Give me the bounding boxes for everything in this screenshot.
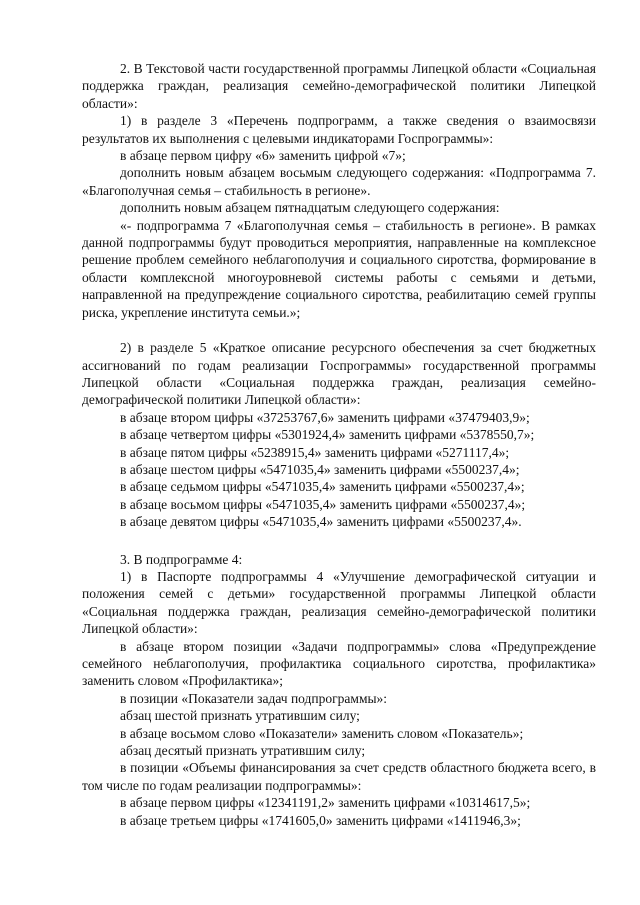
paragraph-amendment: в абзаце пятом цифры «5238915,4» заменить цифрами «5271117,4»;: [120, 444, 510, 460]
paragraph-tasks-position: в абзаце втором позиции «Задачи подпрограммы» слова «Предупреждение семейного неблагополучия, профилактика социального сиротства, профилактика» заменить словом «Профилактика»;: [82, 638, 596, 689]
paragraph-subprogram-7-text: «- подпрограмма 7 «Благополучная семья – стабильность в регионе». В рамках данной подпрограммы будут проводиться мероприятия, направленные на комплексное решение проблем семейного неблагополучия и социального сиротства, формирование в области комплексной многоуровневой системы работы с семьями и детьми, направленной на предупреждение социального сиротства, реабилитацию семей группы риска, укрепление института семьи.»;: [82, 217, 596, 320]
paragraph-section-3-heading: 3. В подпрограмме 4:: [120, 551, 243, 567]
paragraph-amendment: в абзаце восьмом слово «Показатели» заменить словом «Показатель»;: [120, 725, 524, 741]
paragraph-add-eighth: дополнить новым абзацем восьмым следующего содержания: «Подпрограмма 7. «Благополучная семья – стабильность в регионе».: [82, 165, 596, 198]
paragraph-amendment: абзац шестой признать утратившим силу;: [120, 708, 360, 724]
paragraph-amendment: в абзаце втором цифры «37253767,6» заменить цифрами «37479403,9»;: [120, 409, 530, 425]
paragraph-funding-position: в позиции «Объемы финансирования за счет средств областного бюджета всего, в том числе по годам реализации подпрограммы»:: [82, 760, 596, 793]
paragraph-amendment: в абзаце шестом цифры «5471035,4» заменить цифрами «5500237,4»;: [120, 461, 520, 477]
paragraph-replace-digit: в абзаце первом цифру «6» заменить цифрой «7»;: [120, 148, 406, 164]
paragraph-indicators-position: в позиции «Показатели задач подпрограммы»:: [120, 690, 388, 706]
paragraph-passport-intro: 1) в Паспорте подпрограммы 4 «Улучшение демографической ситуации и положения семей с детьми» государственной программы Липецкой области «Социальная поддержка граждан, реализация семейно-демографической политики Липецкой области»:: [82, 568, 596, 637]
paragraph-gap: [82, 531, 596, 551]
paragraph-item-2-section-5: 2) в разделе 5 «Краткое описание ресурсного обеспечения за счет бюджетных ассигнований по годам реализации Госпрограммы» государственной программы Липецкой области «Социальная поддержка граждан, реализация семейно-демографической политики Липецкой области»:: [82, 340, 596, 408]
paragraph-amendment: абзац десятый признать утратившим силу;: [120, 743, 366, 759]
paragraph-amendment: в абзаце первом цифры «12341191,2» заменить цифрами «10314617,5»;: [120, 795, 531, 811]
paragraph-amendment: в абзаце восьмом цифры «5471035,4» заменить цифрами «5500237,4»;: [120, 496, 526, 512]
paragraph-amendment: в абзаце четвертом цифры «5301924,4» заменить цифрами «5378550,7»;: [120, 427, 535, 443]
paragraph-item-1-section-3: 1) в разделе 3 «Перечень подпрограмм, а также сведения о взаимосвязи результатов их выполнения с целевыми индикаторами Госпрограммы»:: [82, 113, 596, 146]
paragraph-amendment: в абзаце седьмом цифры «5471035,4» заменить цифрами «5500237,4»;: [120, 479, 525, 495]
paragraph-gap: [82, 321, 596, 339]
paragraph-section-2-intro: 2. В Текстовой части государственной программы Липецкой области «Социальная поддержка граждан, реализация семейно-демографической политики Липецкой области»:: [82, 61, 596, 111]
paragraph-amendment: в абзаце третьем цифры «1741605,0» заменить цифрами «1411946,3»;: [120, 812, 521, 828]
document-page: [82, 60, 596, 829]
paragraph-amendment: в абзаце девятом цифры «5471035,4» заменить цифрами «5500237,4».: [120, 514, 522, 530]
paragraph-add-fifteenth: дополнить новым абзацем пятнадцатым следующего содержания:: [120, 200, 500, 216]
